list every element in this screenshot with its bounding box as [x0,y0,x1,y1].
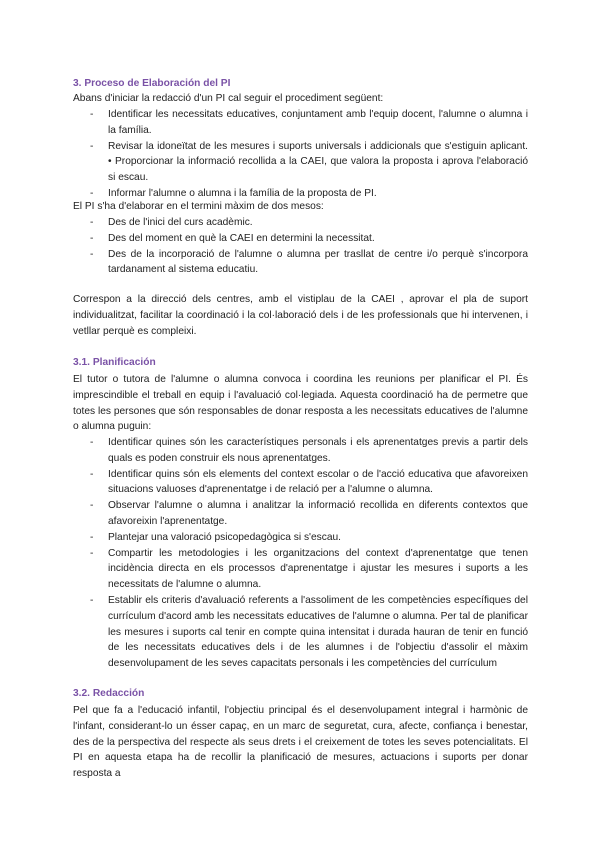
procedure-step: - Informar l'alumne o alumna i la família de la proposta de PI. [73,186,528,202]
planning-item: - Establir els criteris d'avaluació referents a l'assoliment de les competències específiques del currículum d'acord amb les necessitats educatives de l'alumne o alumna. Per tal de planificar les mesures i suports cal tenir en compte quina intensitat i durada hauran de tenir en funció de les necessitats educatives dels i de les alumnes i de l'objectiu d'assolir el màxim desenvolupament de les seves capacitats personals i les competències del currículum [73,593,528,672]
planning-item: - Plantejar una valoració psicopedagògica si s'escau. [73,530,528,546]
planning-intro: El tutor o tutora de l'alumne o alumna convoca i coordina les reunions per planificar el PI. És imprescindible el treball en equip i l'avaluació col·legiada. Aquesta coordinació ha de permetre que totes les persones que són responsables de donar resposta a les necessitats educatives de l'alumne o alumna puguin: [73,374,528,433]
redaction-paragraph: Pel que fa a l'educació infantil, l'objectiu principal és el desenvolupament integral i harmònic de l'infant, considerant-lo un ésser capaç, en un marc de seguretat, cura, afecte, confiança i benestar, des de la perspectiva del respecte als seus drets i el creixement de totes les seves potencialitats. El PI en aquesta etapa ha de recollir la planificació de mesures, actuacions i suports per donar resposta a [73,705,528,780]
section-3-intro: Abans d'iniciar la redacció d'un PI cal seguir el procediment següent: [73,93,384,104]
procedure-step: - Revisar la idoneïtat de les mesures i suports universals i addicionals que s'estiguin aplicant. • Proporcionar la informació recollida a la CAEI, que valora la proposta i aprova l'elaboració si escau. [73,139,528,186]
procedure-step: - Identificar les necessitats educatives, conjuntament amb l'equip docent, l'alumne o alumna i la família. [73,107,528,139]
planning-item: - Identificar quins són els elements del context escolar o de l'acció educativa que afavoreixen situacions valuoses d'aprenentatge i de relació per a l'alumne o alumna. [73,467,528,499]
deadline-item: - Des de la incorporació de l'alumne o alumna per trasllat de centre i/o perquè s'incorpora tardanament al sistema educatiu. [73,247,528,279]
section-3-1-heading: 3.1. Planificación [73,357,156,368]
responsibility-paragraph: Correspon a la direcció dels centres, amb el vistiplau de la CAEI , aprovar el pla de suport individualitzat, facilitar la coordinació i la col·laboració dels i de les professionals que hi intervenen, i vetllar perquè es compleixi. [73,294,528,337]
deadlines-list [73,215,528,278]
planning-item: - Observar l'alumne o alumna i analitzar la informació recollida en diferents contextos que afavoreixin l'aprenentatge. [73,498,528,530]
planning-item: - Identificar quines són les característiques personals i els aprenentatges previs a partir dels quals es poden construir els nous aprenentatges. [73,435,528,467]
section-3-heading: 3. Proceso de Elaboración del PI [73,78,231,89]
deadline-item: - Des del moment en què la CAEI en determini la necessitat. [73,231,528,247]
planning-item: - Compartir les metodologies i les organitzacions del context d'aprenentatge que tenen incidència directa en els processos d'aprenentatge i ajustar les mesures i suports a les necessitats de l'alumne o alumna. [73,546,528,593]
deadline-item: - Des de l'inici del curs acadèmic. [73,215,528,231]
deadline-intro: El PI s'ha d'elaborar en el termini màxim de dos mesos: [73,201,324,212]
procedure-steps-list [73,107,528,202]
section-3-2-heading: 3.2. Redacción [73,688,145,699]
planning-list [73,435,528,672]
